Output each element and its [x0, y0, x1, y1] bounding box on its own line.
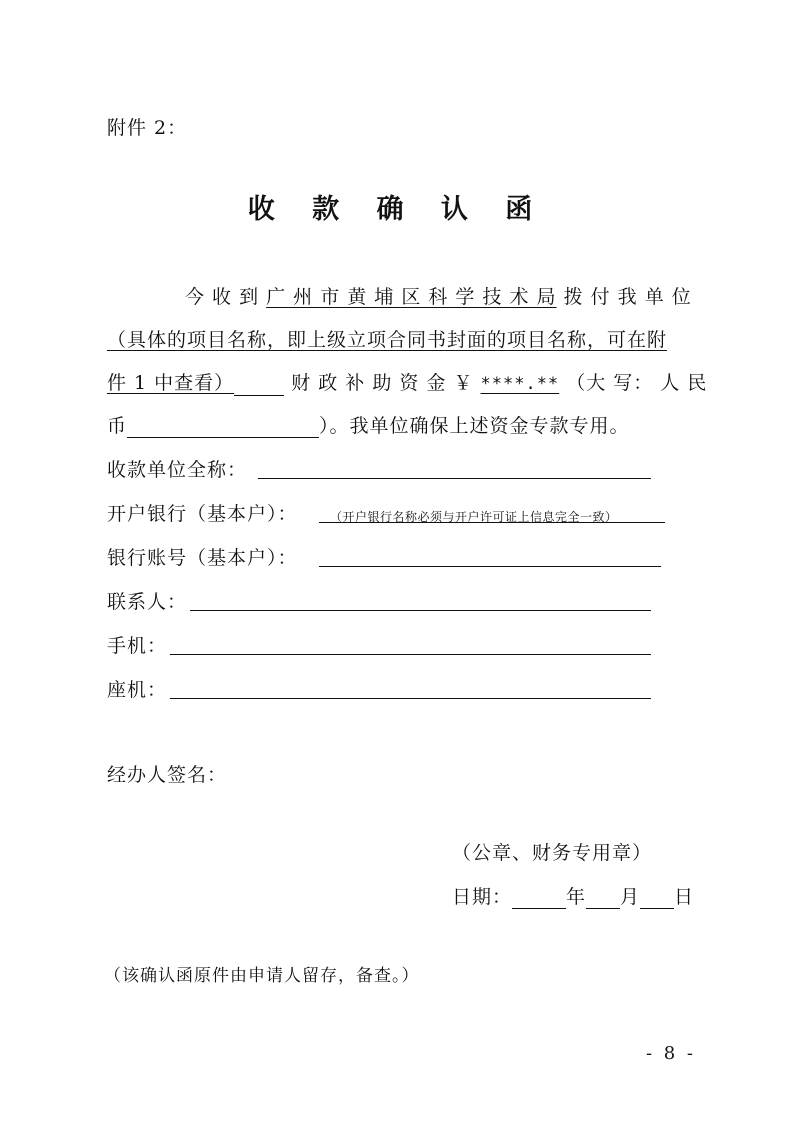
agency-name: 广 州 市 黄 埔 区 科 学 技 术 局	[266, 286, 557, 308]
month-field[interactable]	[586, 888, 620, 909]
payee-name-field[interactable]	[258, 478, 651, 479]
project-name-line-3: 件 1 中查看）	[107, 372, 235, 394]
funds-text: 财 政 补 助 资 金 ￥	[291, 372, 474, 394]
allocate-text: 拨 付 我 单 位	[563, 286, 692, 308]
bank-hint: （开户银行名称必须与开户许可证上信息完全一致）	[330, 510, 618, 524]
paragraph-line-4	[107, 414, 630, 438]
capital-currency-text: 币	[107, 415, 128, 437]
year-field[interactable]	[512, 888, 566, 909]
account-label: 银行账号（基本户）：	[107, 547, 298, 569]
bank-field[interactable]	[319, 522, 665, 523]
footnote: （该确认函原件由申请人留存，备查。）	[104, 966, 420, 986]
page-number: - 8 -	[645, 1043, 696, 1064]
contact-field[interactable]	[190, 610, 651, 611]
mobile-label: 手机：	[107, 635, 168, 657]
year-label: 年	[566, 886, 587, 908]
date-row	[452, 885, 694, 909]
phone-field[interactable]	[170, 698, 651, 699]
document-title: 收 款 确 认 函	[247, 194, 547, 225]
project-name-line-2: （具体的项目名称，即上级立项合同书封面的项目名称，可在附	[107, 329, 668, 351]
paragraph-line-3	[107, 371, 707, 396]
capital-amount-blank[interactable]	[127, 417, 319, 438]
capital-prefix: （大 写： 人 民	[566, 372, 708, 394]
month-label: 月	[620, 886, 641, 908]
mobile-field[interactable]	[170, 654, 651, 655]
day-label: 日	[674, 886, 695, 908]
day-field[interactable]	[640, 888, 674, 909]
contact-label: 联系人：	[107, 591, 188, 613]
signature-label: 经办人签名：	[107, 764, 228, 786]
project-name-blank[interactable]	[234, 375, 284, 396]
account-field[interactable]	[319, 566, 661, 567]
bank-label: 开户银行（基本户）：	[107, 503, 298, 525]
payee-name-label: 收款单位全称：	[107, 459, 248, 481]
date-label: 日期：	[452, 886, 513, 908]
seal-note: （公章、财务专用章）	[452, 842, 653, 864]
paragraph-line-1	[185, 285, 692, 309]
phone-label: 座机：	[107, 679, 168, 701]
closing-text: ）。我单位确保上述资金专款专用。	[319, 415, 630, 437]
attachment-label: 附件 2：	[107, 117, 188, 139]
amount-value: ****.**	[480, 374, 560, 394]
received-text: 今 收 到	[185, 286, 260, 308]
